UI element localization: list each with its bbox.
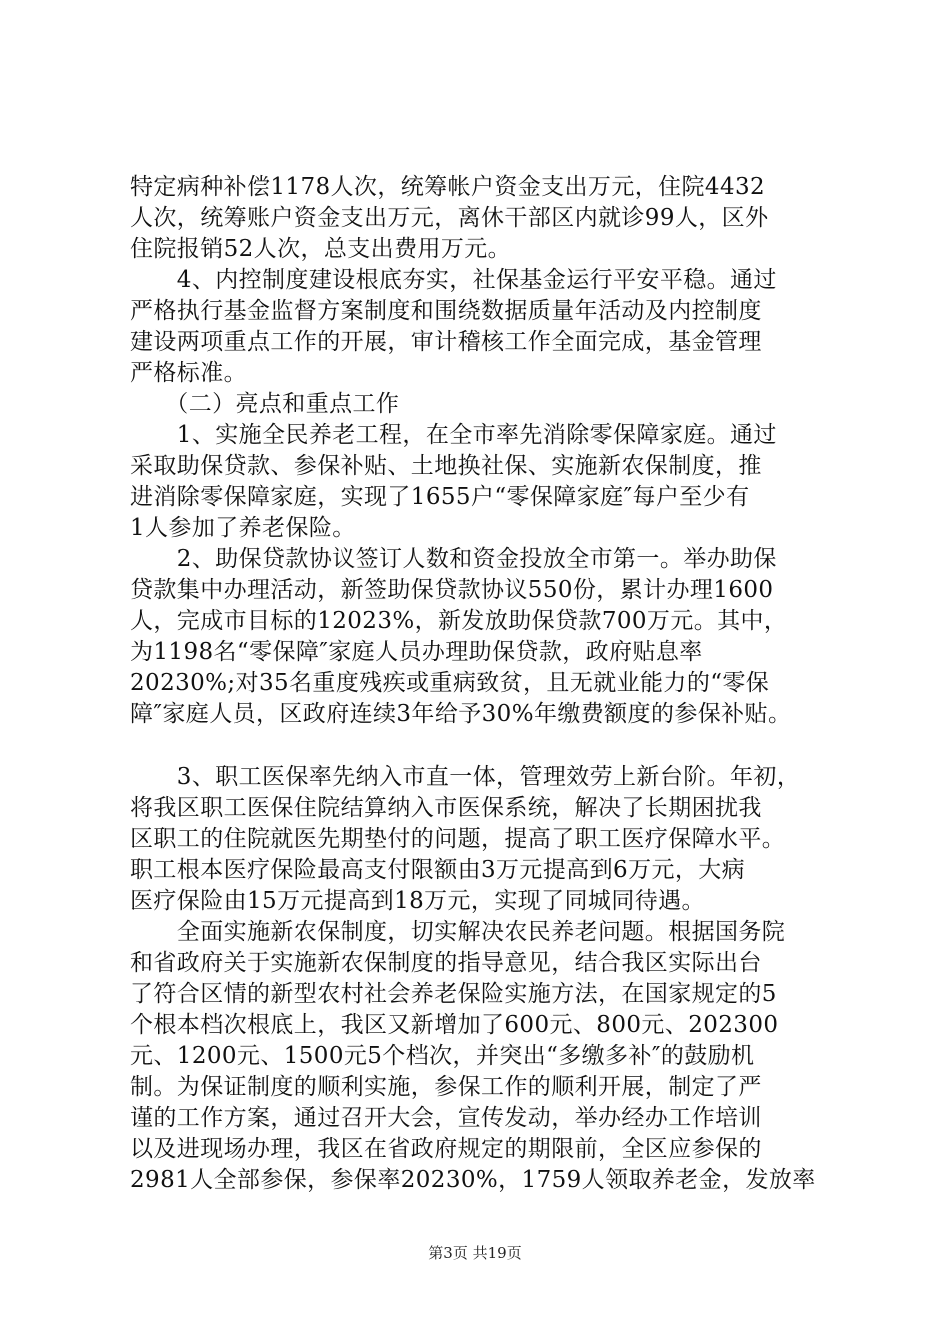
text-line: 采取助保贷款、参保补贴、土地换社保、实施新农保制度，推 bbox=[130, 453, 762, 479]
text-line: 3、职工医保率先纳入市直一体，管理效劳上新台阶。年初， bbox=[130, 764, 801, 790]
text-line: 区职工的住院就医先期垫付的问题，提高了职工医疗保障水平。 bbox=[130, 826, 786, 852]
text-line: 严格标准。 bbox=[130, 360, 247, 386]
text-line: 人次，统筹账户资金支出万元，离休干部区内就诊99人，区外 bbox=[130, 205, 769, 231]
text-line: 谨的工作方案，通过召开大会，宣传发动，举办经办工作培训 bbox=[130, 1105, 762, 1131]
text-line: 全面实施新农保制度，切实解决农民养老问题。根据国务院 bbox=[130, 919, 786, 945]
text-line: 将我区职工医保住院结算纳入市医保系统，解决了长期困扰我 bbox=[130, 795, 762, 821]
text-line: 4、内控制度建设根底夯实，社保基金运行平安平稳。通过 bbox=[130, 267, 777, 293]
text-line: 以及进现场办理，我区在省政府规定的期限前，全区应参保的 bbox=[130, 1136, 762, 1162]
document-body bbox=[130, 172, 830, 1196]
text-line: 制。为保证制度的顺利实施，参保工作的顺利开展，制定了严 bbox=[130, 1074, 762, 1100]
text-line: 了符合区情的新型农村社会养老保险实施方法，在国家规定的5 bbox=[130, 981, 777, 1007]
text-line: 进消除零保障家庭，实现了1655户“零保障家庭″每户至少有 bbox=[130, 484, 750, 510]
section-heading: （二）亮点和重点工作 bbox=[130, 391, 400, 417]
text-line: 1人参加了养老保险。 bbox=[130, 515, 356, 541]
page-number-footer: 第3页 共19页 bbox=[428, 1244, 522, 1262]
text-line: 医疗保险由15万元提高到18万元，实现了同城同待遇。 bbox=[130, 888, 705, 914]
text-line: 贷款集中办理活动，新签助保贷款协议550份，累计办理1600 bbox=[130, 577, 774, 603]
text-line: 特定病种补偿1178人次，统筹帐户资金支出万元，住院4432 bbox=[130, 174, 766, 200]
text-line: 元、1200元、1500元5个档次，并突出“多缴多补″的鼓励机 bbox=[130, 1043, 755, 1069]
paragraph-gap bbox=[130, 730, 830, 762]
text-line: 2981人全部参保，参保率20230%，1759人领取养老金，发放率 bbox=[130, 1167, 816, 1193]
text-line: 人，完成市目标的12023%，新发放助保贷款700万元。其中， bbox=[130, 608, 788, 634]
text-line: 个根本档次根底上，我区又新增加了600元、800元、202300 bbox=[130, 1012, 779, 1038]
text-line: 职工根本医疗保险最高支付限额由3万元提高到6万元，大病 bbox=[130, 857, 746, 883]
text-line: 1、实施全民养老工程，在全市率先消除零保障家庭。通过 bbox=[130, 422, 777, 448]
text-line: 建设两项重点工作的开展，审计稽核工作全面完成，基金管理 bbox=[130, 329, 762, 355]
text-line: 2、助保贷款协议签订人数和资金投放全市第一。举办助保 bbox=[130, 546, 777, 572]
text-line: 20230%;对35名重度残疾或重病致贫，且无就业能力的“零保 bbox=[130, 670, 770, 696]
text-line: 障″家庭人员，区政府连续3年给予30%年缴费额度的参保补贴。 bbox=[130, 701, 792, 727]
text-line: 住院报销52人次，总支出费用万元。 bbox=[130, 236, 512, 262]
text-line: 为1198名“零保障″家庭人员办理助保贷款，政府贴息率 bbox=[130, 639, 703, 665]
text-line: 严格执行基金监督方案制度和围绕数据质量年活动及内控制度 bbox=[130, 298, 762, 324]
text-line: 和省政府关于实施新农保制度的指导意见，结合我区实际出台 bbox=[130, 950, 762, 976]
